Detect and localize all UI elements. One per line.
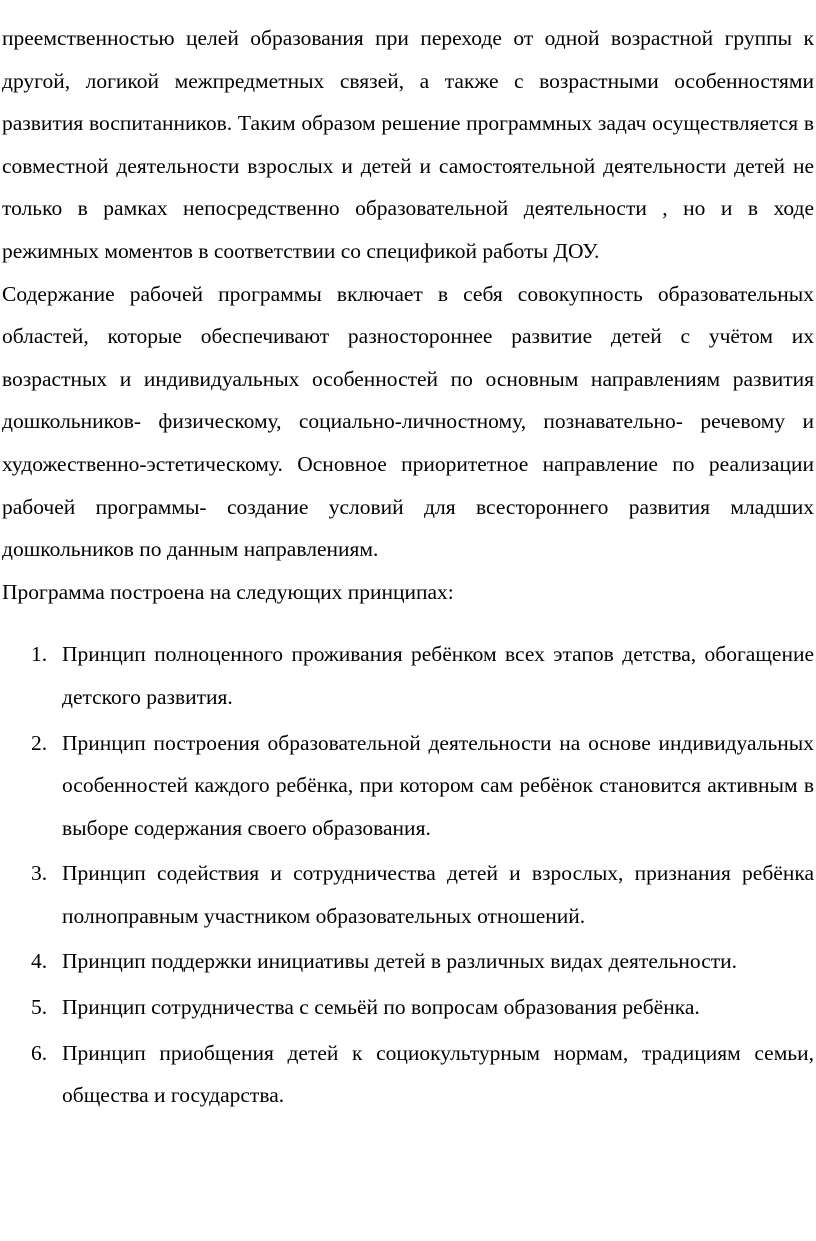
principle-text: Принцип сотрудничества с семьёй по вопросам образования ребёнка.: [62, 995, 700, 1020]
principle-number: 1.: [31, 642, 48, 667]
principle-number: 5.: [31, 995, 48, 1020]
principle-number: 6.: [31, 1040, 48, 1065]
principle-item: [2, 986, 814, 1029]
principle-item: [2, 852, 814, 937]
principle-item: [2, 1032, 814, 1117]
principle-item: [2, 722, 814, 850]
principle-text: Принцип полноценного проживания ребёнком всех этапов детства, обогащение детского развития.: [62, 642, 814, 709]
principle-number: 4.: [31, 949, 48, 974]
principle-text: Принцип построения образовательной деятельности на основе индивидуальных особенностей каждого ребёнка, при котором сам ребёнок становится активным в выборе содержания своего образования.: [62, 730, 814, 840]
principle-text: Принцип приобщения детей к социокультурным нормам, традициям семьи, общества и государства.: [62, 1040, 814, 1108]
principle-text: Принцип поддержки инициативы детей в различных видах деятельности.: [62, 949, 738, 974]
principle-text: Принцип содействия и сотрудничества детей и взрослых, признания ребёнка полноправным участником образовательных отношений.: [62, 861, 814, 928]
principles-list: [2, 633, 814, 1117]
paragraph-continuation: преемственностью целей образования при переходе от одной возрастной группы к другой, логикой межпредметных связей, а также с возрастными особенностями развития воспитанников. Таким образом решение программных задач осуществляется в совместной деятельности взрослых и детей и самостоятельной деятельности детей не только в рамках непосредственно образовательной деятельности , но и в ходе режимных моментов в соответствии со спецификой работы ДОУ.: [2, 26, 814, 263]
principle-item: [2, 633, 814, 718]
principle-item: [2, 940, 814, 983]
document-body: [2, 17, 814, 1120]
principles-intro: Программа построена на следующих принципах:: [2, 579, 454, 604]
principle-number: 2.: [31, 730, 48, 755]
principle-number: 3.: [31, 861, 48, 886]
paragraph-program-content: Содержание рабочей программы включает в себя совокупность образовательных областей, которые обеспечивают разностороннее развитие детей с учётом их возрастных и индивидуальных особенностей по основным направлениям развития дошкольников- физическому, социально-личностному, познавательно- речевому и художественно-эстетическому. Основное приоритетное направление по реализации рабочей программы- создание условий для всестороннего развития младших дошкольников по данным направлениям.: [2, 281, 814, 562]
